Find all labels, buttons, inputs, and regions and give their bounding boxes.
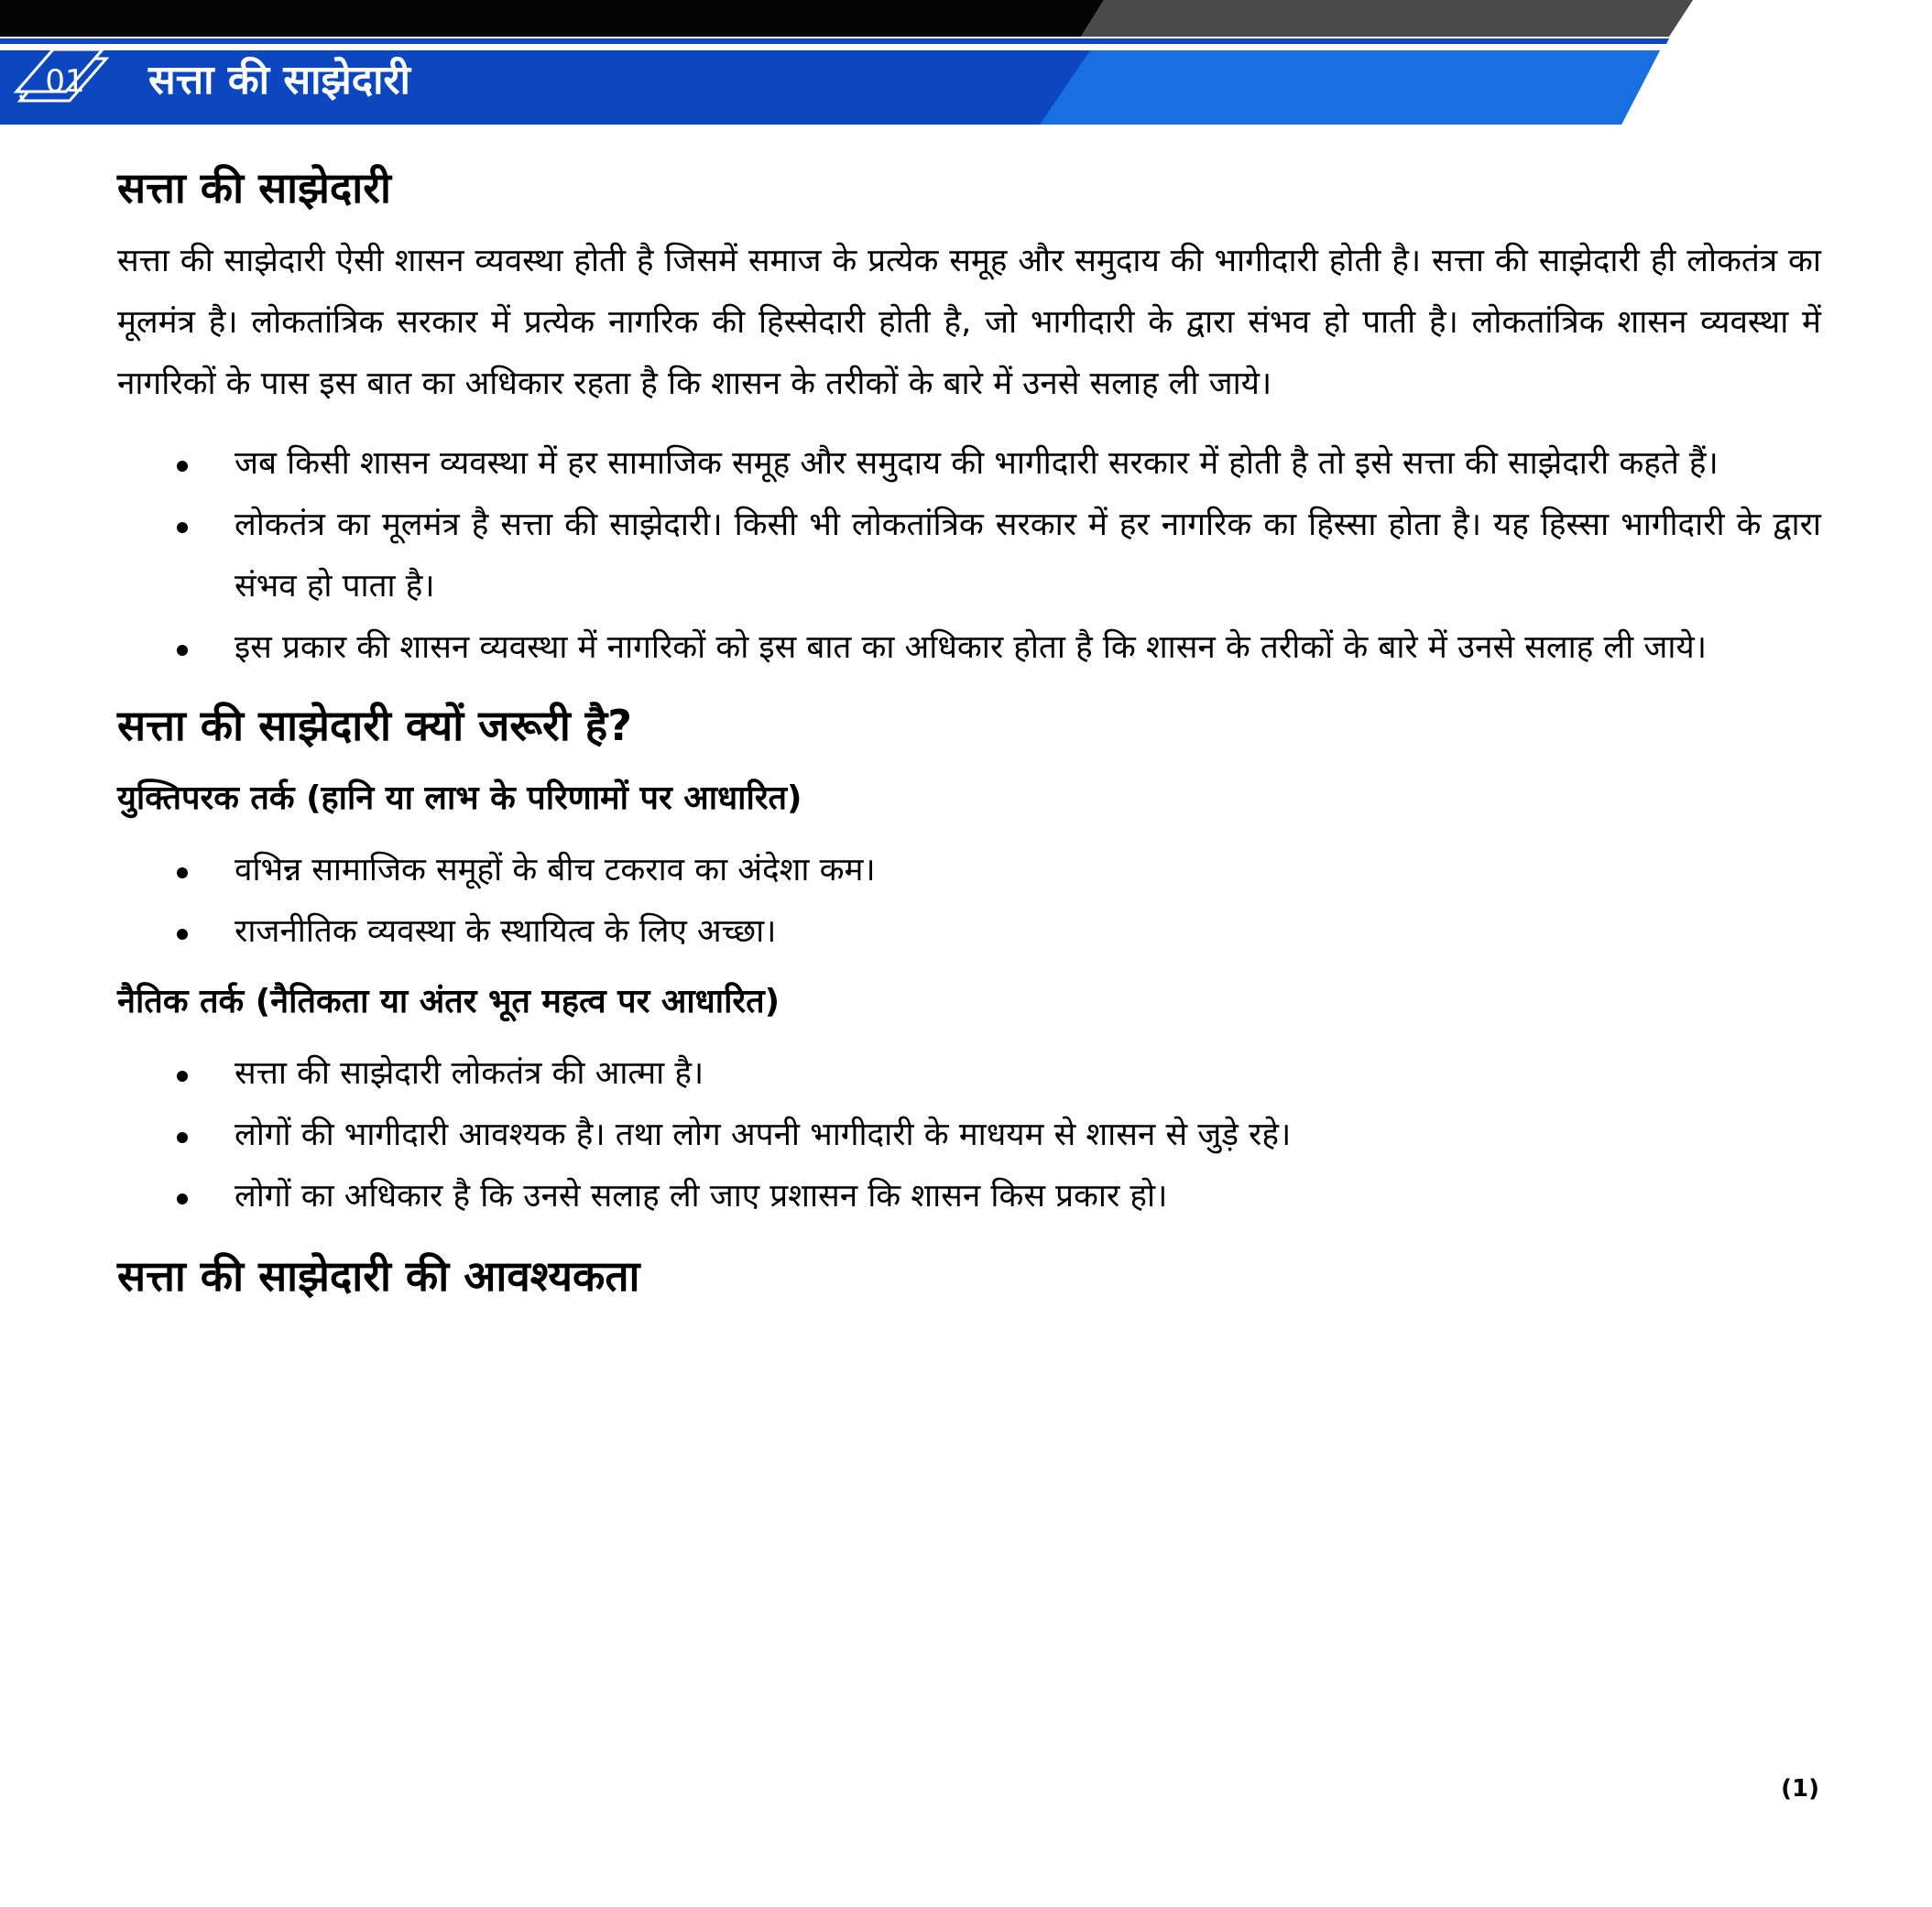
header-accent-line xyxy=(0,38,1669,44)
bullet-dot-icon xyxy=(177,929,188,940)
list-item xyxy=(117,840,1821,901)
list-item xyxy=(117,495,1821,617)
list-item xyxy=(117,433,1821,495)
list-item-text: लोकतंत्र का मूलमंत्र है सत्ता की साझेदारी। किसी भी लोकतांत्रिक सरकार में हर नागरिक का हिस्सा होता है। यह हिस्सा भागीदारी के द्वारा संभव हो पाता है। xyxy=(235,507,1821,605)
moral-bullet-list xyxy=(117,1043,1821,1227)
subheading-moral: नैतिक तर्क (नैतिकता या अंतर भूत महत्व पर आधारित) xyxy=(117,983,780,1020)
section-heading-power-sharing: सत्ता की साझेदारी xyxy=(117,163,391,212)
bullet-dot-icon xyxy=(177,522,188,533)
bullet-dot-icon xyxy=(177,1071,188,1082)
list-item xyxy=(117,901,1821,963)
bullet-dot-icon xyxy=(177,867,188,878)
section-heading-why-needed: सत्ता की साझेदारी क्यों जरूरी है? xyxy=(117,701,632,750)
prudential-bullet-list xyxy=(117,840,1821,963)
page-content xyxy=(117,156,1821,1308)
page-number: (1) xyxy=(1781,1775,1819,1803)
chapter-header-band xyxy=(0,0,1932,128)
header-grey-strip xyxy=(1081,0,1693,37)
chapter-title: सत्ता की साझेदारी xyxy=(148,57,410,104)
chapter-number: 01 xyxy=(45,63,85,100)
bullet-dot-icon xyxy=(177,645,188,656)
bullet-dot-icon xyxy=(177,1193,188,1204)
bullet-dot-icon xyxy=(177,1132,188,1143)
list-item xyxy=(117,1043,1821,1105)
list-item xyxy=(117,1166,1821,1227)
list-item-text: वभिन्न सामाजिक समूहों के बीच टकराव का अंदेशा कम। xyxy=(235,852,876,888)
list-item-text: लोगों का अधिकार है कि उनसे सलाह ली जाए प्रशासन कि शासन किस प्रकार हो। xyxy=(235,1178,1168,1215)
list-item-text: सत्ता की साझेदारी लोकतंत्र की आत्मा है। xyxy=(235,1055,704,1092)
list-item-text: लोगों की भागीदारी आवश्यक है। तथा लोग अपनी भागीदारी के माधयम से शासन से जुड़े रहे। xyxy=(235,1117,1292,1153)
header-black-strip xyxy=(0,0,1104,37)
intro-paragraph: सत्ता की साझेदारी ऐसी शासन व्यवस्था होती है जिसमें समाज के प्रत्येक समूह और समुदाय की भागीदारी होती है। सत्ता की साझेदारी ही लोकतंत्र का मूलमंत्र है। लोकतांत्रिक सरकार में प्रत्येक नागरिक की हिस्सेदारी होती है, जो भागीदारी के द्वारा संभव हो पाती है। लोकतांत्रिक शासन व्यवस्था में नागरिकों के पास इस बात का अधिकार रहता है कि शासन के तरीकों के बारे में उनसे सलाह ली जाये। xyxy=(117,243,1821,402)
definition-bullet-list xyxy=(117,433,1821,679)
list-item xyxy=(117,1105,1821,1166)
header-blue-band-light xyxy=(1040,50,1660,125)
list-item xyxy=(117,617,1821,679)
list-item-text: राजनीतिक व्यवस्था के स्थायित्व के लिए अच्छा। xyxy=(235,913,777,950)
bullet-dot-icon xyxy=(177,461,188,472)
section-heading-necessity: सत्ता की साझेदारी की आवश्यकता xyxy=(117,1251,640,1301)
list-item-text: इस प्रकार की शासन व्यवस्था में नागरिकों को इस बात का अधिकार होता है कि शासन के तरीकों के बारे में उनसे सलाह ली जाये। xyxy=(235,629,1707,666)
list-item-text: जब किसी शासन व्यवस्था में हर सामाजिक समूह और समुदाय की भागीदारी सरकार में होती है तो इसे सत्ता की साझेदारी कहते हैं। xyxy=(235,445,1719,482)
subheading-prudential: युक्तिपरक तर्क (हानि या लाभ के परिणामों पर आधारित) xyxy=(117,779,802,817)
